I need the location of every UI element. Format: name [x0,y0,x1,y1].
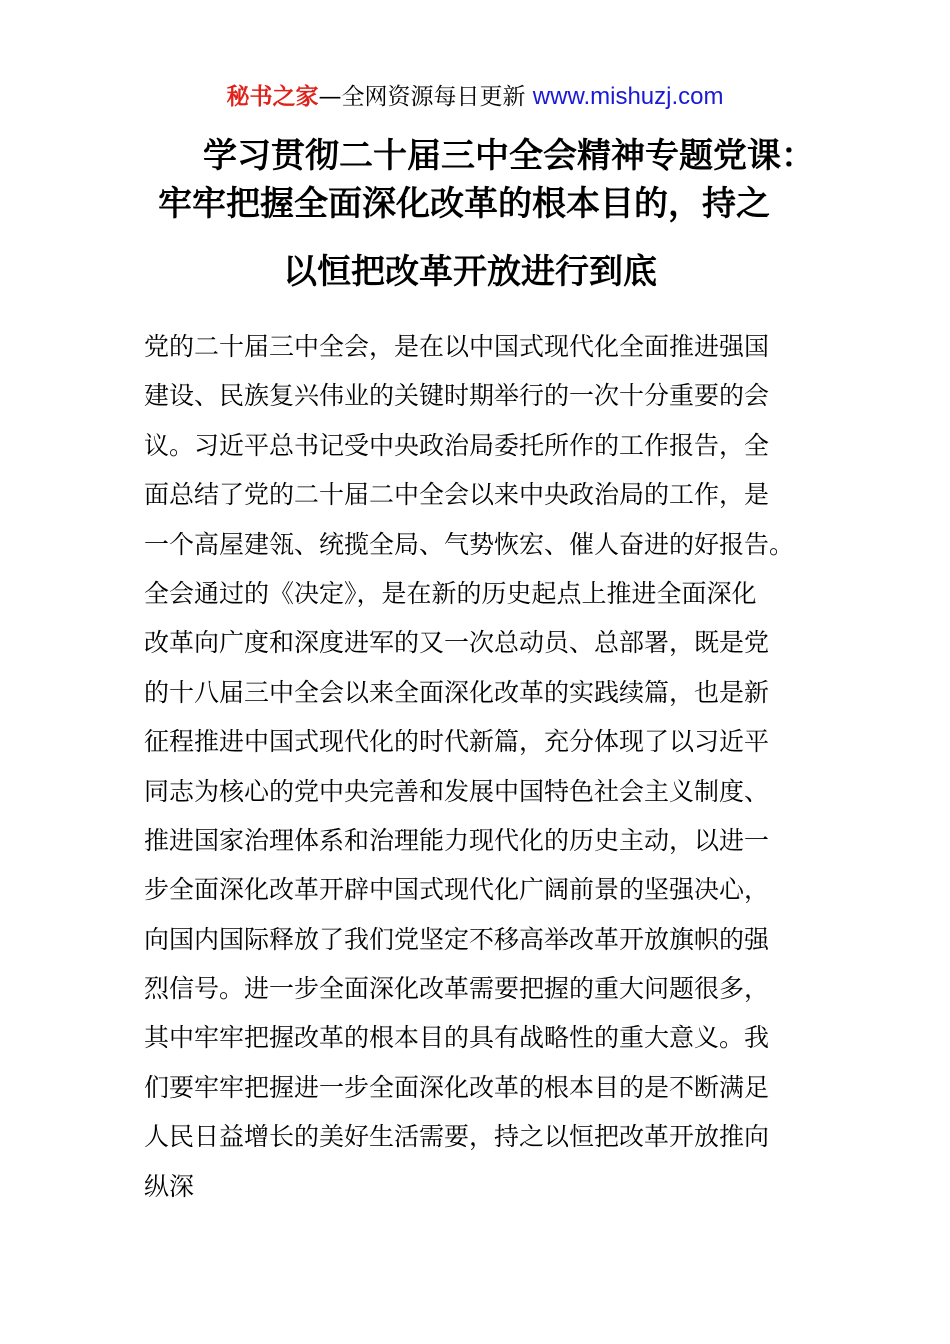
document-body [144,322,824,1211]
body-line: 们要牢牢把握进一步全面深化改革的根本目的是不断满足 [144,1072,770,1102]
body-line: 全会通过的《决定》，是在新的历史起点上推进全面深化 [144,578,757,608]
body-line: 征程推进中国式现代化的时代新篇，充分体现了以习近平 [144,727,770,757]
body-line: 人民日益增长的美好生活需要，持之以恒把改革开放推向 [144,1122,770,1152]
body-line: 党的二十届三中全会，是在以中国式现代化全面推进强国 [144,332,770,361]
document-title-line-3: 以恒把改革开放进行到底 [283,252,657,292]
body-line: 同志为核心的党中央完善和发展中国特色社会主义制度、 [144,776,770,806]
body-line: 议。习近平总书记受中央政治局委托所作的工作报告，全 [144,430,770,460]
body-line: 向国内国际释放了我们党坚定不移高举改革开放旗帜的强 [144,924,770,954]
body-line: 推进国家治理体系和治理能力现代化的历史主动，以进一 [144,825,770,855]
body-line: 一个高屋建瓴、统揽全局、气势恢宏、催人奋进的好报告。 [144,529,795,559]
body-line: 的十八届三中全会以来全面深化改革的实践续篇，也是新 [144,677,770,707]
document-title-line-1: 学习贯彻二十届三中全会精神专题党课： [203,136,815,176]
site-brand: 秘书之家 [226,84,319,110]
body-line: 步全面深化改革开辟中国式现代化广阔前景的坚强决心， [144,875,770,905]
site-url-link[interactable]: www.mishuzj.com [532,83,724,110]
document-title-line-2: 牢牢把握全面深化改革的根本目的，持之 [158,184,770,224]
site-header [0,82,950,112]
body-line: 烈信号。进一步全面深化改革需要把握的重大问题很多， [144,974,770,1004]
body-line: 其中牢牢把握改革的根本目的具有战略性的重大意义。我 [144,1023,770,1053]
body-line: 建设、民族复兴伟业的关键时期举行的一次十分重要的会 [144,381,770,411]
body-line: 纵深 [144,1171,195,1201]
site-tagline: —全网资源每日更新 [318,84,533,110]
body-line: 改革向广度和深度进军的又一次总动员、总部署，既是党 [144,628,770,658]
body-line: 面总结了党的二十届二中全会以来中央政治局的工作，是 [144,480,770,510]
